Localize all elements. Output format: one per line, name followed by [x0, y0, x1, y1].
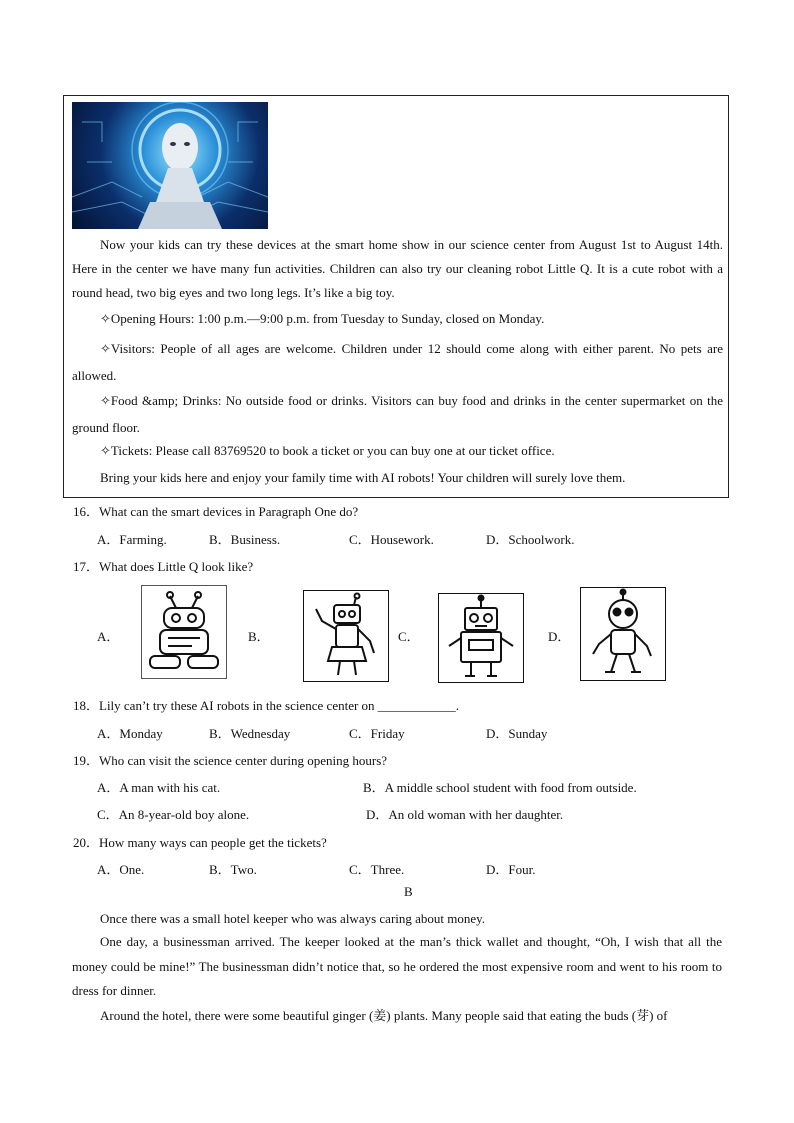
q16-option-a[interactable]: A．Farming.	[97, 532, 167, 547]
q19-option-b[interactable]: B．A middle school student with food from outside.	[363, 780, 637, 795]
food-drinks-item: ✧Food &amp; Drinks: No outside food or drinks. Visitors can buy food and drinks in the center supermarket on the ground floor.	[72, 393, 723, 435]
boxy-head-robot-icon	[304, 591, 388, 681]
q20-option-c[interactable]: C．Three.	[349, 862, 405, 877]
opening-hours-item: ✧Opening Hours: 1:00 p.m.—9:00 p.m. from Tuesday to Sunday, closed on Monday.	[100, 311, 545, 326]
robot-c-image[interactable]	[438, 593, 524, 683]
q16-option-c[interactable]: C．Housework.	[349, 532, 434, 547]
passage-a-closing: Bring your kids here and enjoy your family time with AI robots! Your children will surely love them.	[100, 470, 626, 485]
passage-b-paragraph-3: Around the hotel, there were some beautiful ginger (姜) plants. Many people said that eating the buds (芽) of	[100, 1008, 668, 1023]
question-19-stem: 19．Who can visit the science center during opening hours?	[73, 753, 388, 768]
ai-robot-illustration	[72, 102, 268, 229]
round-head-robot-icon	[581, 588, 665, 680]
tickets-item: ✧Tickets: Please call 83769520 to book a ticket or you can buy one at our ticket office.	[100, 443, 555, 458]
q18-option-b[interactable]: B．Wednesday	[209, 726, 291, 741]
robot-d-image[interactable]	[580, 587, 666, 681]
passage-b-paragraph-2: One day, a businessman arrived. The keeper looked at the man’s thick wallet and thought, “Oh, I wish that all the money could be mine!” The businessman didn’t notice that, so he ordered the most expensive room and went to his room to dress for dinner.	[72, 934, 722, 998]
robot-b-image[interactable]	[303, 590, 389, 682]
question-16-stem: 16．What can the smart devices in Paragraph One do?	[73, 504, 359, 519]
square-robot-icon	[439, 594, 523, 682]
q20-option-b[interactable]: B．Two.	[209, 862, 257, 877]
q17-option-a[interactable]: A．	[97, 629, 120, 644]
robot-a-image[interactable]	[141, 585, 227, 679]
q16-option-d[interactable]: D．Schoolwork.	[486, 532, 575, 547]
passage-a-box	[63, 95, 729, 498]
q16-option-b[interactable]: B．Business.	[209, 532, 281, 547]
q17-option-b[interactable]: B．	[248, 629, 270, 644]
q20-option-d[interactable]: D．Four.	[486, 862, 536, 877]
section-b-label: B	[404, 884, 413, 899]
question-20-stem: 20．How many ways can people get the tickets?	[73, 835, 327, 850]
q19-option-a[interactable]: A．A man with his cat.	[97, 780, 221, 795]
q18-option-c[interactable]: C．Friday	[349, 726, 405, 741]
q17-option-c[interactable]: C．	[398, 629, 420, 644]
q18-option-d[interactable]: D．Sunday	[486, 726, 548, 741]
q19-option-d[interactable]: D．An old woman with her daughter.	[366, 807, 564, 822]
tracked-robot-icon	[142, 586, 226, 678]
question-18-stem: 18．Lily can’t try these AI robots in the science center on ____________.	[73, 698, 460, 713]
q19-option-c[interactable]: C．An 8-year-old boy alone.	[97, 807, 250, 822]
q20-option-a[interactable]: A．One.	[97, 862, 145, 877]
passage-a-paragraph-1: Now your kids can try these devices at the smart home show in our science center from August 1st to August 14th. Here in the center we have many fun activities. Children can also try our cleaning robot Little Q. It is a cute robot with a round head, two big eyes and two long legs. It’s like a big toy.	[72, 237, 723, 300]
passage-b-paragraph-1: Once there was a small hotel keeper who was always caring about money.	[100, 911, 486, 926]
visitors-item: ✧Visitors: People of all ages are welcome. Children under 12 should come along with either parent. No pets are allowed.	[72, 341, 723, 383]
question-17-stem: 17．What does Little Q look like?	[73, 559, 254, 574]
ai-robot-banner-image	[72, 102, 268, 229]
q18-option-a[interactable]: A．Monday	[97, 726, 163, 741]
q17-option-d[interactable]: D．	[548, 629, 571, 644]
